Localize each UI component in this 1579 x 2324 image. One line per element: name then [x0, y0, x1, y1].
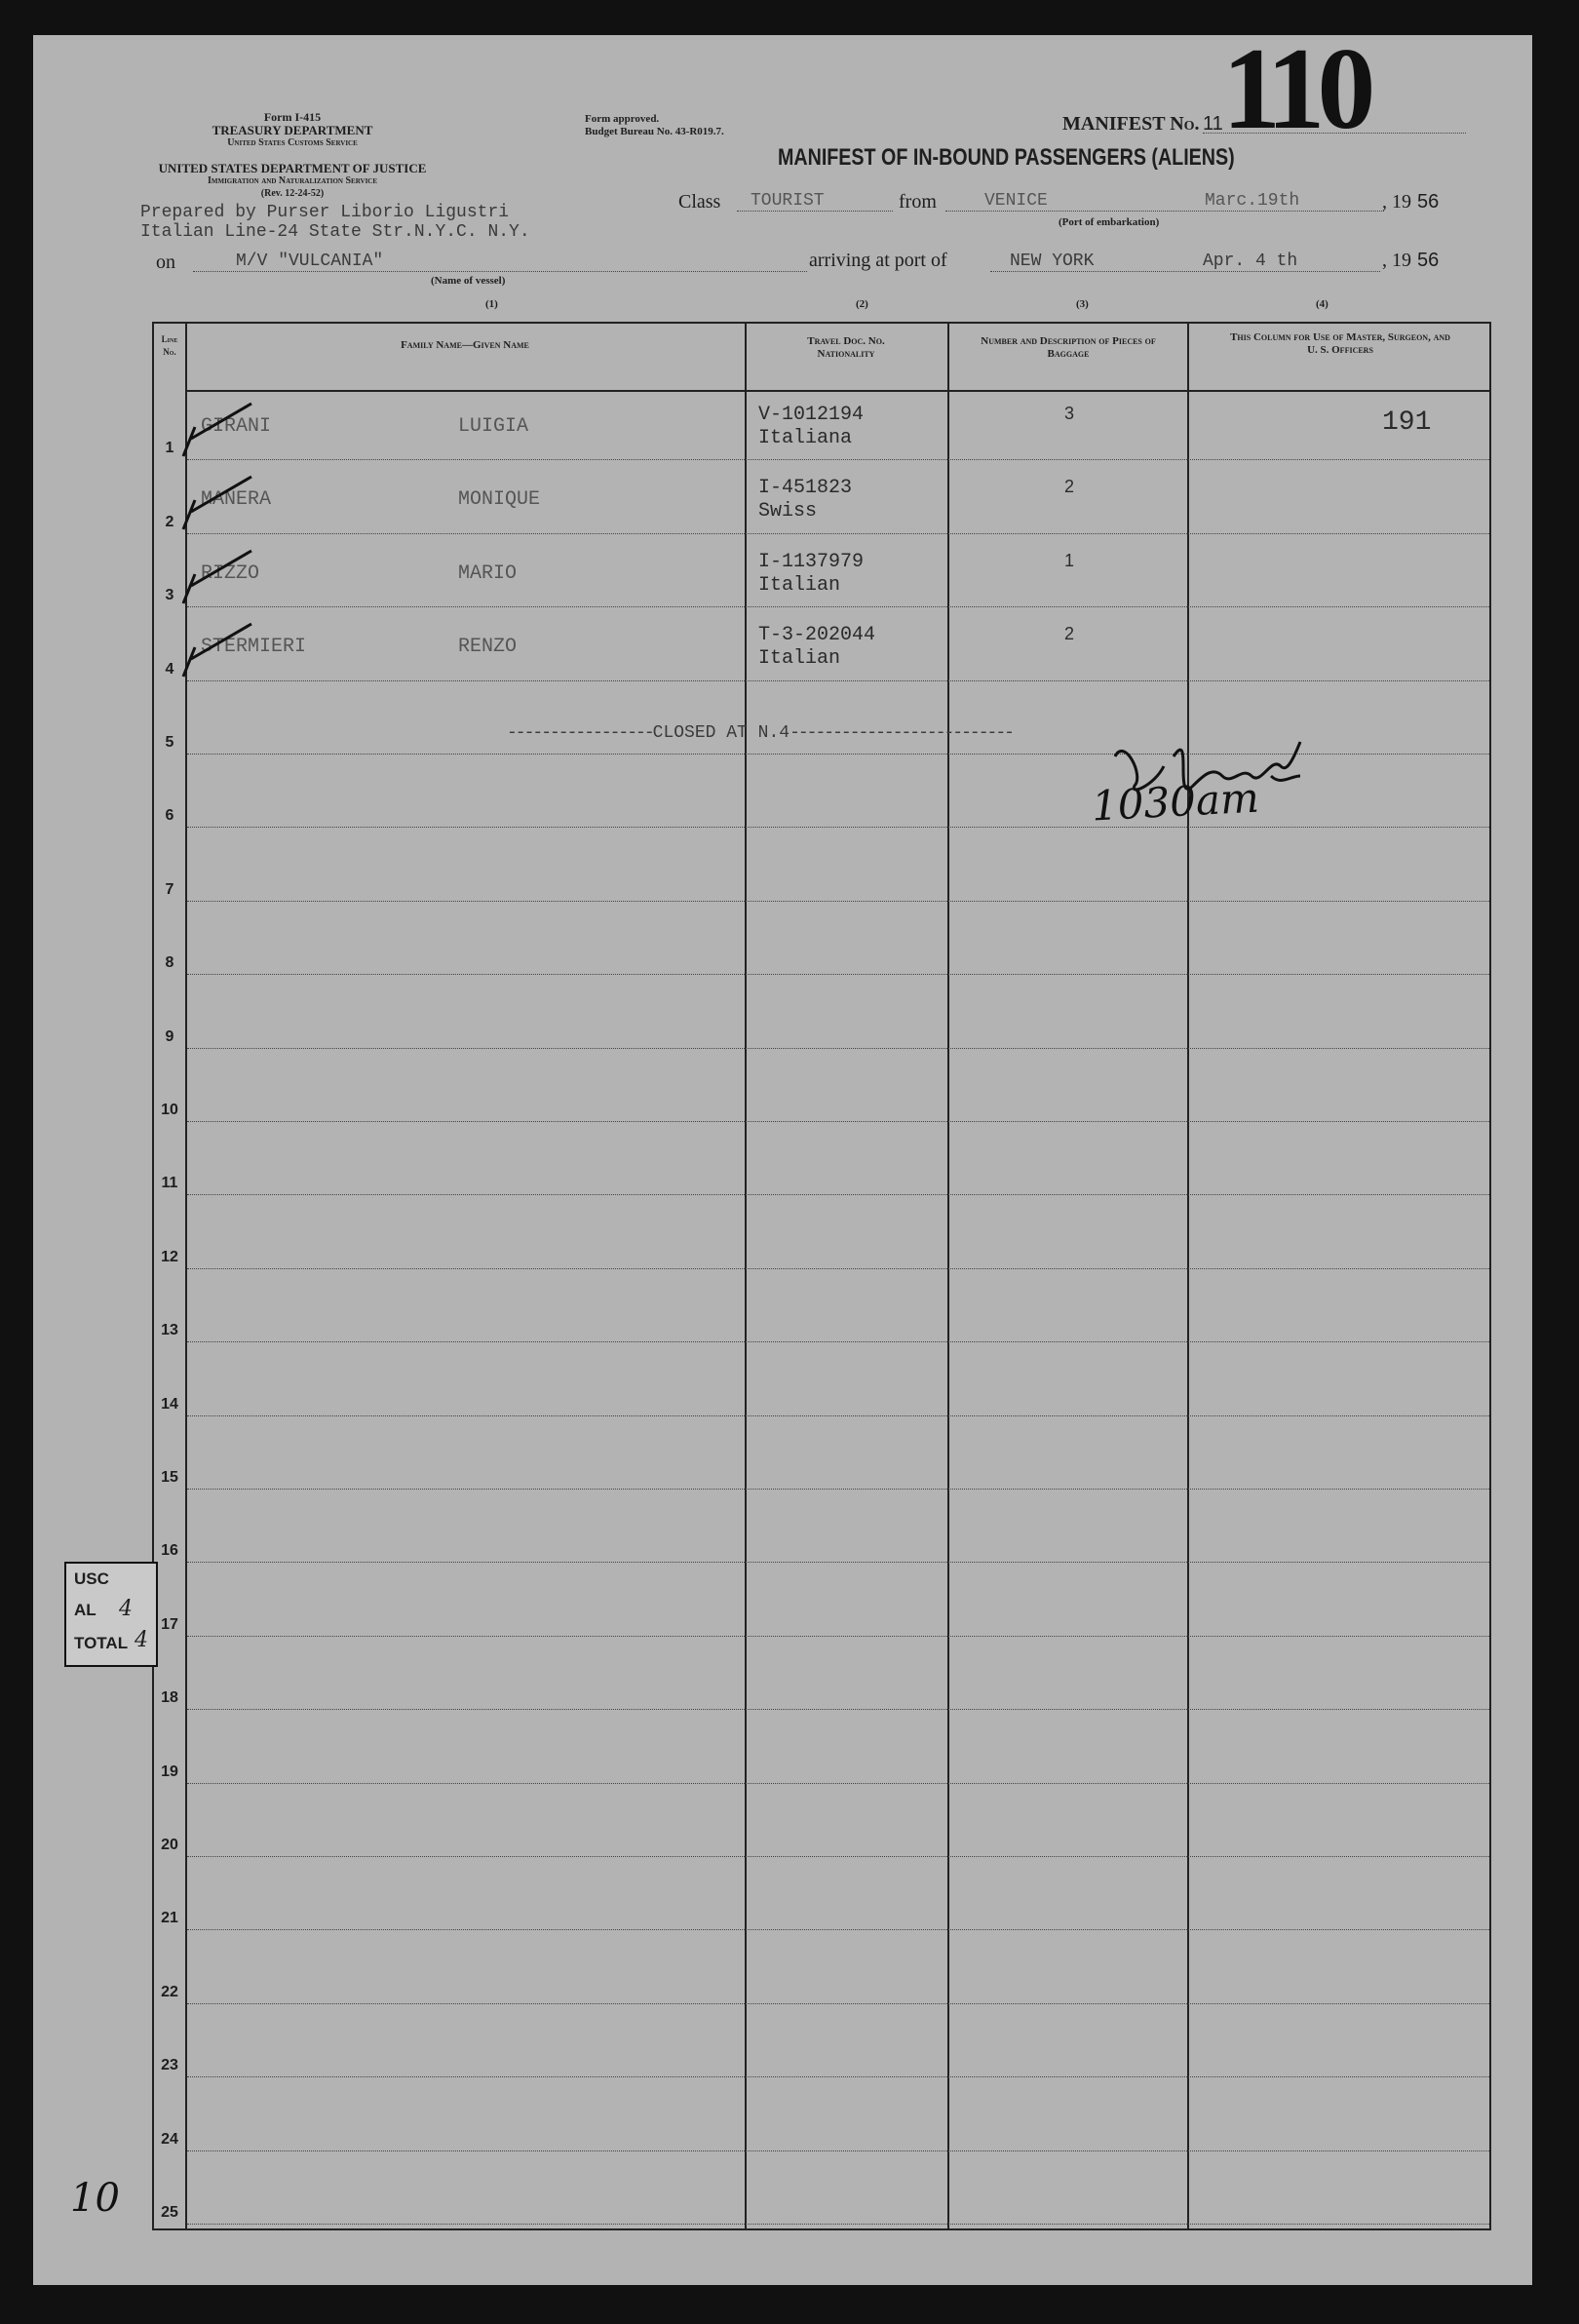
baggage-count: 1: [1064, 550, 1075, 570]
manifest-no-small: 11: [1203, 113, 1223, 135]
officer-number: 191: [1382, 407, 1432, 438]
on-label: on: [156, 252, 175, 273]
row-rule: [187, 827, 1489, 828]
line-number: 1: [165, 440, 174, 457]
row-rule: [187, 680, 1489, 681]
family-name: RIZZO: [201, 562, 260, 585]
line-number: 5: [165, 734, 174, 751]
line-number: 10: [161, 1102, 178, 1118]
line-number: 12: [161, 1248, 178, 1265]
margin-mark: 10: [70, 2176, 120, 2221]
manifest-title: MANIFEST OF IN-BOUND PASSENGERS (ALIENS): [778, 144, 1235, 171]
col-divider: [745, 324, 747, 2228]
family-name: MANERA: [201, 488, 272, 512]
vessel-name: M/V "VULCANIA": [236, 252, 384, 271]
checkmark-icon: [173, 471, 261, 539]
port-embark-label: (Port of embarkation): [1059, 216, 1160, 228]
baggage-count: 2: [1064, 477, 1075, 497]
budget-bureau: Budget Bureau No. 43-R019.7.: [585, 126, 724, 137]
row-rule: [187, 974, 1489, 975]
travel-doc-number: T-3-202044: [758, 624, 876, 647]
header-rule: [185, 390, 1489, 392]
line-number: 19: [161, 1762, 178, 1780]
line-number: 15: [161, 1469, 178, 1486]
justice-label: UNITED STATES DEPARTMENT OF JUSTICE: [158, 161, 427, 175]
from-label: from: [899, 191, 937, 213]
row-rule: [187, 2076, 1489, 2077]
line-number: 20: [161, 1837, 178, 1853]
row-rule: [187, 1415, 1489, 1416]
line-number: 22: [161, 1983, 178, 2000]
col-divider: [1187, 324, 1189, 2228]
manifest-no-label: MANIFEST No.: [1062, 113, 1200, 135]
given-name: MARIO: [458, 562, 518, 585]
travel-doc-number: V-1012194: [758, 404, 865, 426]
line-number: 14: [161, 1395, 178, 1413]
line-number: 6: [165, 807, 174, 825]
sailing-date: Marc.19th: [1205, 191, 1300, 211]
stamp-al-value: 4: [119, 1597, 133, 1621]
travel-doc-number: I-1137979: [758, 550, 865, 573]
arriving-label: arriving at port of: [809, 250, 947, 271]
stamp-total-value: 4: [135, 1628, 148, 1652]
col-divider: [947, 324, 949, 2228]
header-travel-doc: Travel Doc. No. Nationality: [807, 335, 885, 360]
class-value: TOURIST: [751, 191, 825, 211]
row-rule: [187, 1489, 1489, 1490]
checkmark-icon: [173, 398, 261, 466]
class-underline: [737, 211, 893, 212]
line-number: 2: [165, 513, 174, 530]
arrival-port: NEW YORK: [1010, 252, 1095, 271]
row-rule: [187, 606, 1489, 607]
line-number: 24: [161, 2130, 178, 2148]
row-rule: [187, 2224, 1489, 2225]
arrival-year-prefix: , 19: [1382, 250, 1411, 271]
checkmark-icon: [173, 545, 261, 613]
manifest-page: [33, 23, 1532, 2285]
arrival-year: 56: [1417, 250, 1440, 271]
form-header-treasury: [205, 111, 380, 149]
form-header-justice: [146, 162, 439, 200]
line-number: 25: [161, 2204, 178, 2221]
arrival-date: Apr. 4 th: [1203, 252, 1298, 271]
nationality: Italian: [758, 573, 841, 597]
from-value: VENICE: [984, 191, 1048, 211]
line-number: 18: [161, 1689, 178, 1707]
row-rule: [187, 1562, 1489, 1563]
vessel-label: (Name of vessel): [431, 275, 506, 287]
header-officers: This Column for Use of Master, Surgeon, and U. S. Officers: [1230, 331, 1450, 356]
family-name: GIRANI: [201, 415, 272, 438]
row-rule: [187, 1929, 1489, 1930]
closed-dashes-left: -----------------: [507, 723, 653, 743]
checkmark-icon: [173, 618, 261, 686]
line-number: 8: [165, 954, 174, 972]
row-rule: [187, 901, 1489, 902]
row-rule: [187, 1636, 1489, 1637]
ins-label: Immigration and Naturalization Service: [207, 175, 378, 186]
header-line-no: Line No.: [161, 334, 178, 357]
col-num-4: (4): [1316, 298, 1329, 310]
row-rule: [187, 1709, 1489, 1710]
closed-text: CLOSED AT N.4: [652, 723, 790, 743]
given-name: RENZO: [458, 636, 518, 659]
header-baggage: Number and Description of Pieces of Baggage: [981, 335, 1156, 360]
line-number: 9: [165, 1027, 174, 1045]
line-number: 11: [161, 1175, 178, 1192]
row-rule: [187, 1121, 1489, 1122]
col-num-2: (2): [856, 298, 868, 310]
header-name: Family Name—Given Name: [401, 339, 529, 351]
col-num-3: (3): [1076, 298, 1089, 310]
given-name: LUIGIA: [458, 415, 529, 438]
stamp-total: TOTAL: [74, 1634, 129, 1652]
col-num-1: (1): [485, 298, 498, 310]
nationality: Italiana: [758, 427, 853, 449]
passenger-table: [152, 322, 1491, 2230]
form-number: Form I-415: [263, 110, 322, 124]
customs-label: United States Customs Service: [227, 137, 358, 148]
stamp-al: AL: [74, 1601, 96, 1619]
closed-dashes-right: --------------------------: [790, 723, 1013, 743]
line-number: 23: [161, 2057, 178, 2074]
stamp-usc: USC: [74, 1569, 109, 1588]
row-rule: [187, 1194, 1489, 1195]
line-number: 21: [161, 1910, 178, 1927]
row-rule: [187, 1048, 1489, 1049]
tally-stamp: [64, 1562, 158, 1667]
baggage-count: 2: [1064, 624, 1075, 644]
row-rule: [187, 1341, 1489, 1342]
baggage-count: 3: [1064, 404, 1075, 423]
arrival-underline: [990, 271, 1380, 272]
row-rule: [187, 1268, 1489, 1269]
row-rule: [187, 459, 1489, 460]
line-number: 17: [161, 1615, 178, 1633]
vessel-underline: [193, 271, 807, 272]
approval-block: [585, 113, 724, 138]
row-rule: [187, 1856, 1489, 1857]
line-number: 13: [161, 1322, 178, 1339]
signature-time: 1030am: [1090, 773, 1260, 831]
prepared-line-1: Prepared by Purser Liborio Ligustri: [140, 203, 510, 222]
row-rule: [187, 2003, 1489, 2004]
nationality: Italian: [758, 647, 841, 671]
form-approved: Form approved.: [585, 113, 660, 125]
line-number: 7: [165, 880, 174, 898]
row-rule: [187, 2150, 1489, 2151]
prepared-line-2: Italian Line-24 State Str.N.Y.C. N.Y.: [140, 222, 530, 242]
class-label: Class: [678, 191, 721, 213]
rev-label: (Rev. 12-24-52): [260, 188, 325, 199]
from-underline: [945, 211, 1384, 212]
closed-line: [507, 723, 1013, 743]
line-number: 16: [161, 1542, 178, 1560]
year-value: 56: [1417, 191, 1440, 213]
travel-doc-number: I-451823: [758, 477, 853, 500]
row-rule: [187, 1783, 1489, 1784]
row-rule: [187, 533, 1489, 534]
year-prefix: , 19: [1382, 191, 1411, 213]
given-name: MONIQUE: [458, 488, 541, 512]
treasury-label: TREASURY DEPARTMENT: [212, 123, 373, 137]
family-name: STERMIERI: [201, 636, 307, 659]
line-number: 3: [165, 587, 174, 604]
nationality: Swiss: [758, 500, 818, 523]
line-number: 4: [165, 660, 174, 678]
manifest-no-stamp: 110: [1222, 23, 1368, 153]
